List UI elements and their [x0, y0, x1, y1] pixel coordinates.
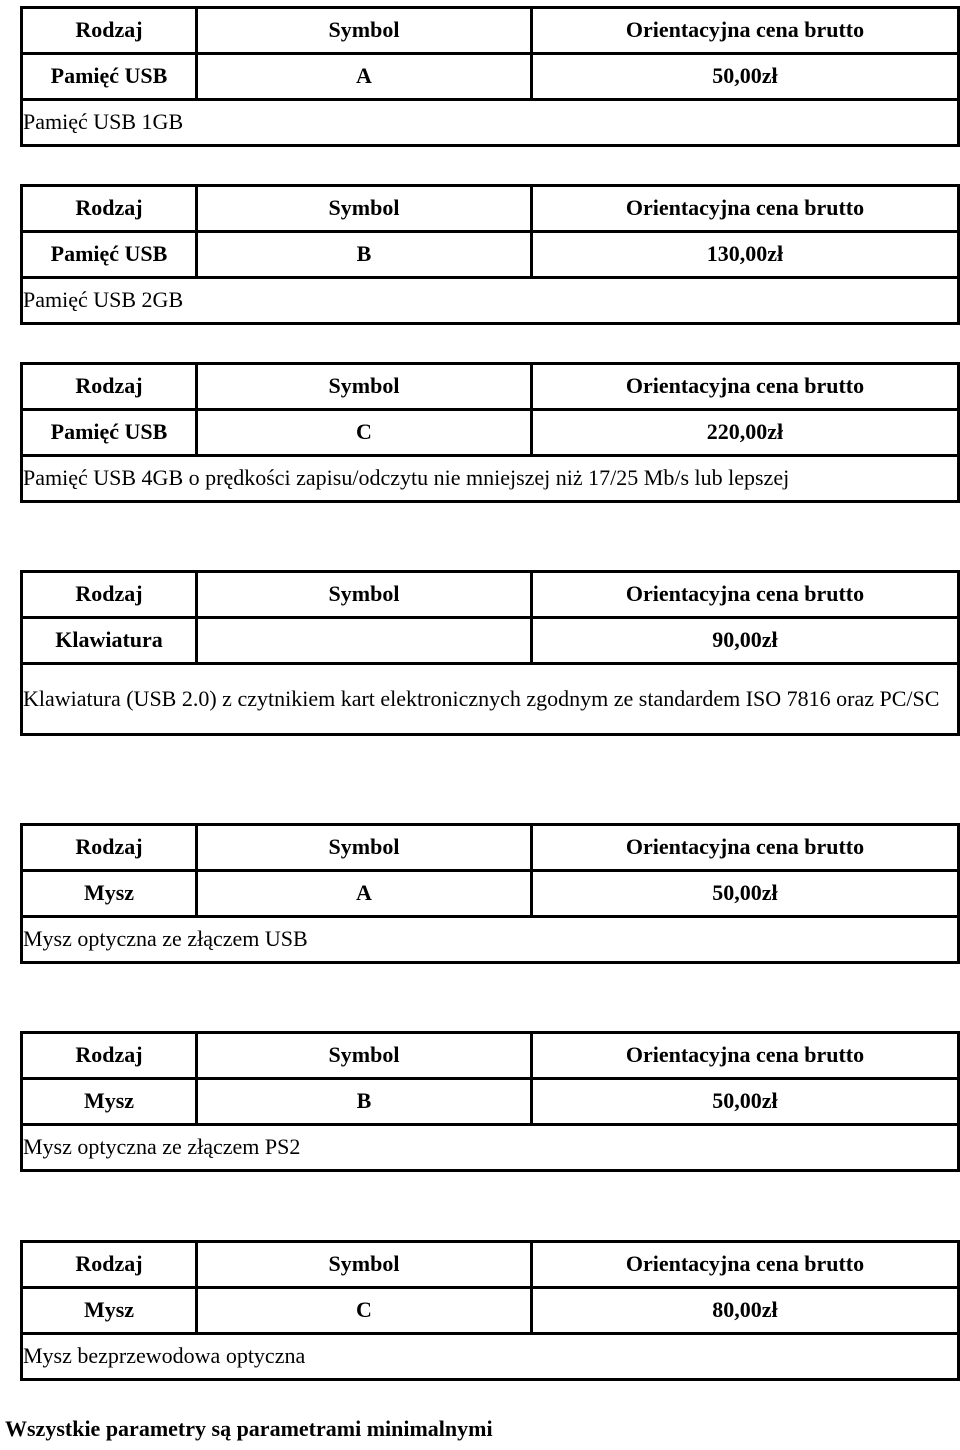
item-cena: 50,00zł — [532, 54, 959, 100]
description-row — [22, 1334, 959, 1380]
header-cena: Orientacyjna cena brutto — [532, 364, 959, 410]
header-symbol: Symbol — [197, 186, 532, 232]
item-opis: Mysz optyczna ze złączem PS2 — [22, 1125, 959, 1171]
item-symbol: A — [197, 871, 532, 917]
item-opis: Mysz bezprzewodowa optyczna — [22, 1334, 959, 1380]
item-rodzaj: Pamięć USB — [22, 54, 197, 100]
item-cena: 90,00zł — [532, 618, 959, 664]
item-symbol: C — [197, 1288, 532, 1334]
item-cena: 130,00zł — [532, 232, 959, 278]
item-rodzaj: Mysz — [22, 871, 197, 917]
header-row — [22, 572, 959, 618]
item-symbol: B — [197, 1079, 532, 1125]
item-opis: Pamięć USB 1GB — [22, 100, 959, 146]
header-row — [22, 186, 959, 232]
item-cena: 50,00zł — [532, 1079, 959, 1125]
item-symbol — [197, 618, 532, 664]
spec-table-usb-c — [20, 362, 960, 503]
header-cena: Orientacyjna cena brutto — [532, 1033, 959, 1079]
value-row — [22, 232, 959, 278]
header-row — [22, 8, 959, 54]
header-cena: Orientacyjna cena brutto — [532, 825, 959, 871]
item-symbol: A — [197, 54, 532, 100]
header-symbol: Symbol — [197, 1033, 532, 1079]
header-row — [22, 364, 959, 410]
description-row — [22, 456, 959, 502]
header-rodzaj: Rodzaj — [22, 1033, 197, 1079]
item-opis: Pamięć USB 4GB o prędkości zapisu/odczytu nie mniejszej niż 17/25 Mb/s lub lepszej — [22, 456, 959, 502]
item-symbol: B — [197, 232, 532, 278]
header-rodzaj: Rodzaj — [22, 8, 197, 54]
item-rodzaj: Mysz — [22, 1288, 197, 1334]
header-symbol: Symbol — [197, 825, 532, 871]
value-row — [22, 54, 959, 100]
spec-table-usb-b — [20, 184, 960, 325]
item-rodzaj: Pamięć USB — [22, 232, 197, 278]
header-rodzaj: Rodzaj — [22, 825, 197, 871]
header-row — [22, 825, 959, 871]
item-opis: Mysz optyczna ze złączem USB — [22, 917, 959, 963]
spec-table-klawiatura — [20, 570, 960, 736]
header-row — [22, 1242, 959, 1288]
header-cena: Orientacyjna cena brutto — [532, 8, 959, 54]
item-symbol: C — [197, 410, 532, 456]
footer-note: Wszystkie parametry są parametrami minimalnymi — [5, 1416, 493, 1441]
header-symbol: Symbol — [197, 364, 532, 410]
header-cena: Orientacyjna cena brutto — [532, 572, 959, 618]
item-cena: 220,00zł — [532, 410, 959, 456]
header-row — [22, 1033, 959, 1079]
item-cena: 50,00zł — [532, 871, 959, 917]
header-symbol: Symbol — [197, 1242, 532, 1288]
description-row — [22, 278, 959, 324]
description-row — [22, 1125, 959, 1171]
spec-table-mysz-c — [20, 1240, 960, 1381]
item-opis: Pamięć USB 2GB — [22, 278, 959, 324]
value-row — [22, 871, 959, 917]
header-cena: Orientacyjna cena brutto — [532, 1242, 959, 1288]
header-symbol: Symbol — [197, 572, 532, 618]
description-row — [22, 100, 959, 146]
description-row — [22, 664, 959, 735]
header-rodzaj: Rodzaj — [22, 186, 197, 232]
header-symbol: Symbol — [197, 8, 532, 54]
item-rodzaj: Pamięć USB — [22, 410, 197, 456]
item-rodzaj: Mysz — [22, 1079, 197, 1125]
spec-table-mysz-b — [20, 1031, 960, 1172]
spec-table-mysz-a — [20, 823, 960, 964]
value-row — [22, 1079, 959, 1125]
header-rodzaj: Rodzaj — [22, 364, 197, 410]
header-rodzaj: Rodzaj — [22, 572, 197, 618]
item-cena: 80,00zł — [532, 1288, 959, 1334]
value-row — [22, 410, 959, 456]
value-row — [22, 1288, 959, 1334]
item-opis: Klawiatura (USB 2.0) z czytnikiem kart elektronicznych zgodnym ze standardem ISO 7816 oraz PC/SC — [22, 664, 959, 735]
spec-table-usb-a — [20, 6, 960, 147]
header-cena: Orientacyjna cena brutto — [532, 186, 959, 232]
item-rodzaj: Klawiatura — [22, 618, 197, 664]
header-rodzaj: Rodzaj — [22, 1242, 197, 1288]
description-row — [22, 917, 959, 963]
value-row — [22, 618, 959, 664]
